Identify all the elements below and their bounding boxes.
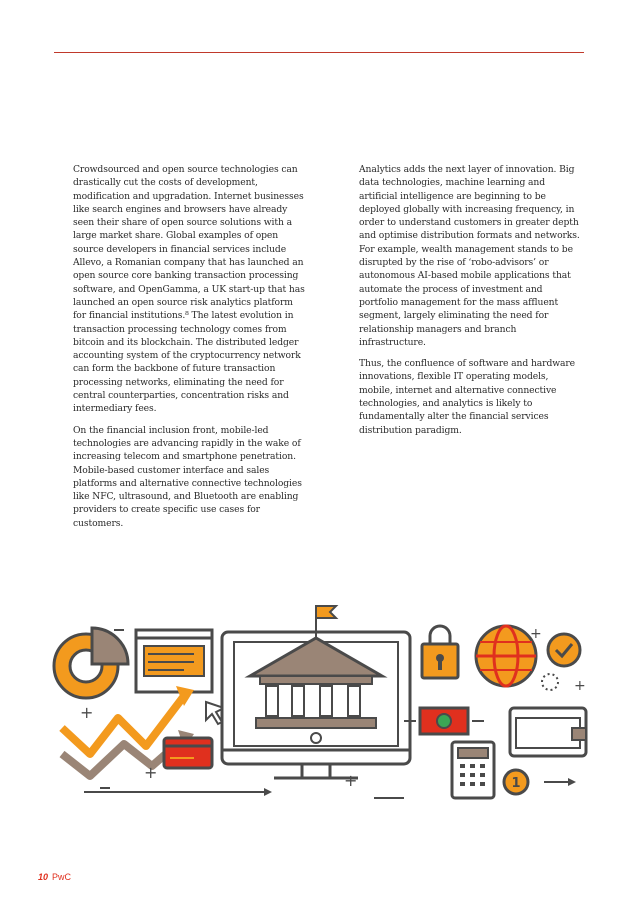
checkmark-badge-icon xyxy=(530,626,586,694)
paragraph: On the financial inclusion front, mobile-led technologies are advancing rapidly in the wake of increasing telecom and smartphone penetration. Mobile-based customer interface and sales platforms and alternative connective technologies like NFC, ultrasound, and Bluetooth are enabling providers to create specific use cases for customers. xyxy=(73,424,302,529)
svg-text:+: + xyxy=(530,626,542,642)
banknote-icon xyxy=(404,708,484,734)
footer-brand: PwC xyxy=(52,872,72,882)
pie-chart-icon xyxy=(54,628,128,698)
monitor-bank-icon xyxy=(222,606,410,790)
arrow-head xyxy=(264,788,272,796)
top-rule xyxy=(54,52,584,53)
fintech-illustration xyxy=(44,578,604,808)
page-number: 10 xyxy=(38,872,49,882)
svg-text:+: + xyxy=(144,763,158,782)
calculator-icon xyxy=(452,742,494,798)
page-footer xyxy=(38,872,71,882)
number-badge-icon xyxy=(504,770,576,794)
left-column xyxy=(73,163,305,538)
credit-card-icon xyxy=(164,738,212,768)
globe-icon xyxy=(476,626,536,686)
paragraph: Crowdsourced and open source technologies can drastically cut the costs of development, modification and upgradation. Internet businesses like search engines and browsers have already seen their share of open source solutions with a large market share. Global examples of open source developers in financial services include Allevo, a Romanian company that has launched an open source core banking transaction processing software, and OpenGamma, a UK start-up that has launched an open source risk analytics platform for financial institutions.⁸ The latest evolution in transaction processing technology comes from bitcoin and its blockchain. The distributed ledger accounting system of the cryptocurrency network can form the backbone of future transaction processing networks, eliminating the need for central counterparties, concentration risks and intermediary fees. xyxy=(73,164,305,415)
badge-number: 1 xyxy=(511,776,521,791)
wallet-icon xyxy=(510,708,586,756)
paragraph: Thus, the confluence of software and hardware innovations, flexible IT operating models, mobile, internet and alternative connective technologies, and analytics is likely to fundamentally alter the financial services distribution paradigm. xyxy=(359,358,576,436)
svg-text:+: + xyxy=(344,771,358,790)
padlock-icon xyxy=(422,626,458,678)
right-column xyxy=(359,163,581,445)
paragraph: Analytics adds the next layer of innovation. Big data technologies, machine learning and artificial intelligence are beginning to be deployed globally with increasing frequency, in order to understand customers in greater depth and optimise distribution formats and networks. For example, wealth management stands to be disrupted by the rise of ‘robo-advisors’ or autonomous AI-based mobile applications that automate the process of investment and portfolio management for the mass affluent segment, largely eliminating the need for relationship managers and branch infrastructure. xyxy=(359,164,580,348)
svg-text:+: + xyxy=(80,703,94,722)
svg-text:+: + xyxy=(574,678,586,694)
